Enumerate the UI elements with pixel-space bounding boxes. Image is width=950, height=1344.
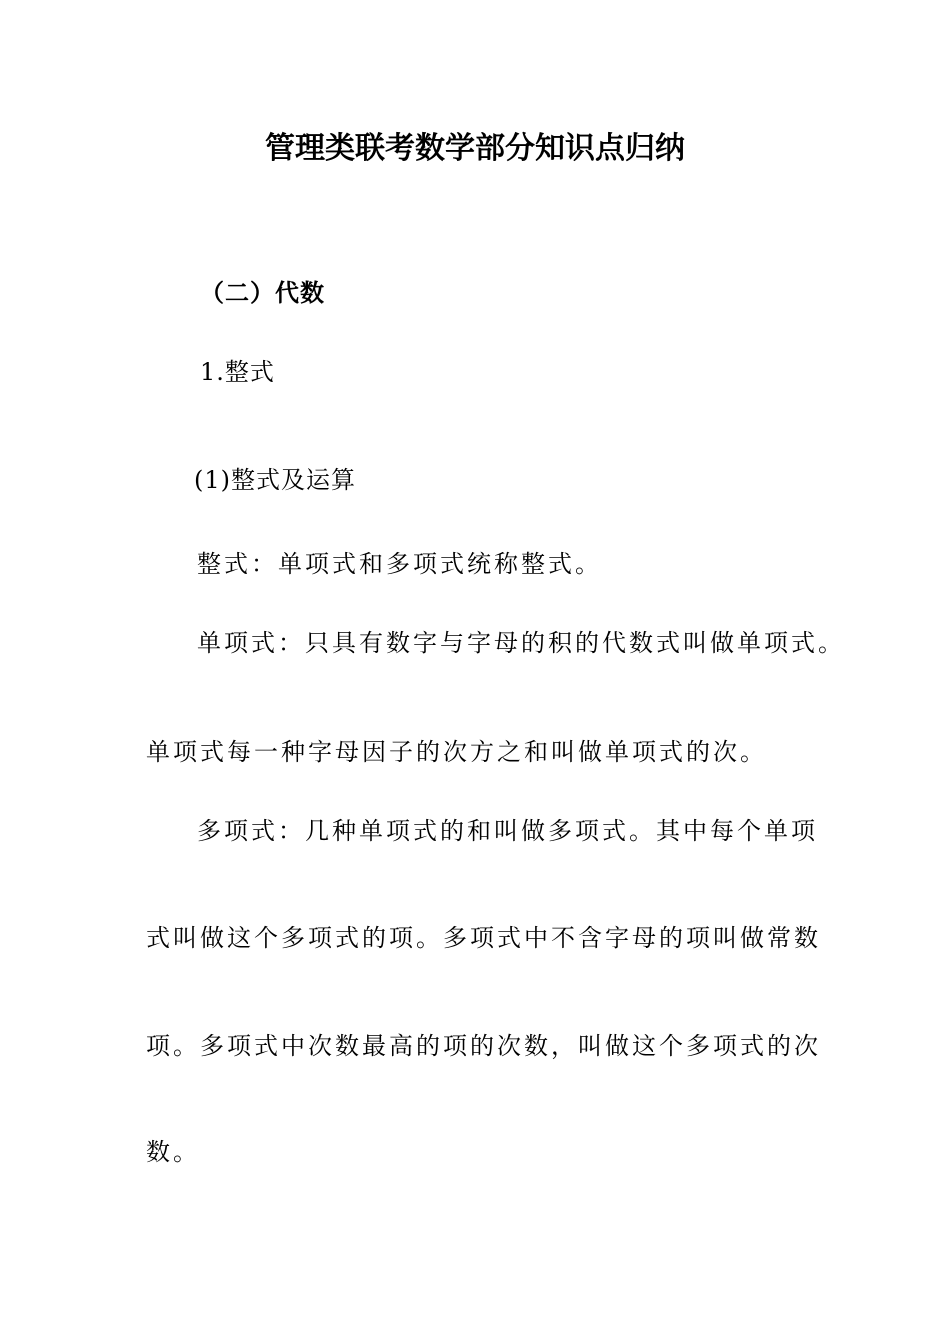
- paragraph-line: 单项式：只具有数字与字母的积的代数式叫做单项式。: [197, 629, 845, 657]
- paragraph-line: 整式：单项式和多项式统称整式。: [197, 550, 602, 578]
- document-title: 管理类联考数学部分知识点归纳: [265, 131, 685, 166]
- paragraph-line: 项。多项式中次数最高的项的次数，叫做这个多项式的次: [146, 1032, 821, 1060]
- paragraph-line: 数。: [146, 1138, 200, 1166]
- subsubsection-heading: (1)整式及运算: [194, 466, 356, 494]
- paragraph-line: 式叫做这个多项式的项。多项式中不含字母的项叫做常数: [146, 924, 821, 952]
- paragraph-line: 单项式每一种字母因子的次方之和叫做单项式的次。: [146, 738, 767, 766]
- paragraph-line: 多项式：几种单项式的和叫做多项式。其中每个单项: [197, 817, 818, 845]
- subsection-heading: 1.整式: [200, 358, 275, 386]
- section-heading: （二）代数: [200, 278, 325, 307]
